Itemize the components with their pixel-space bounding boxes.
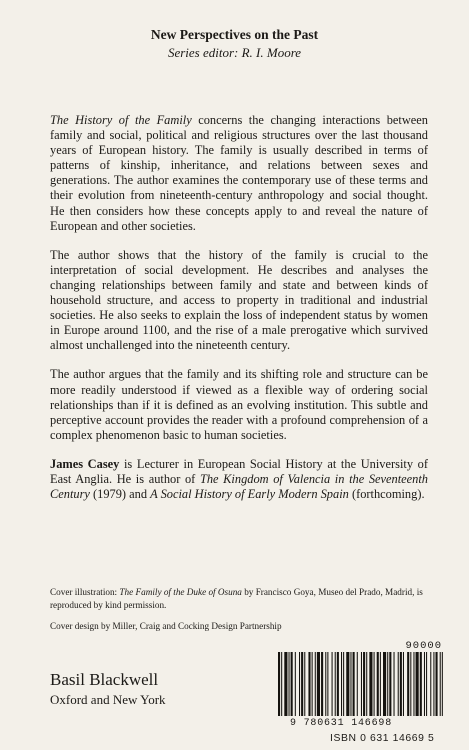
author-bio-text: is Lecturer in European Social History at the University of East Anglia. He is author of <box>50 456 428 486</box>
publisher <box>50 670 166 708</box>
author-bio-text: (forthcoming). <box>348 487 425 502</box>
barcode-bar <box>353 652 355 716</box>
barcode-bar <box>400 652 402 716</box>
barcode-bar <box>377 652 379 716</box>
barcode-bar <box>410 652 411 716</box>
barcode-bar <box>315 652 316 716</box>
barcode-bar <box>321 652 323 716</box>
barcode-bar <box>416 652 419 716</box>
barcode-bar <box>436 652 438 716</box>
credit-text: by Francisco Goya, Museo del Prado, Madrid, is reproduced by kind permission. <box>50 587 423 610</box>
credits <box>50 586 430 642</box>
barcode-bar <box>407 652 409 716</box>
series-editor: Series editor: R. I. Moore <box>167 45 302 60</box>
barcode-bar <box>424 652 425 716</box>
barcode-bar <box>389 652 391 716</box>
barcode-bar <box>346 652 349 716</box>
barcode-bar <box>278 652 280 716</box>
barcode-bar <box>335 652 336 716</box>
barcode <box>272 640 446 736</box>
barcode-bar <box>374 652 375 716</box>
barcode-bar <box>433 652 434 716</box>
barcode-bar <box>327 652 328 716</box>
blurb-paragraph-2: The author shows that the history of the family is crucial to the interpretation of social development. He describes and analyses the changing relationships between family and state and between kinds of household structure, and access to property in traditional and industrial societies. He also seeks to explain the loss of independent status by women in Europe around 1100, and the rise of a male prerogative which survived almost unchallenged into the nineteenth century. <box>50 247 428 353</box>
barcode-bars <box>272 652 446 718</box>
blurb-paragraph-1-text: concerns the changing interactions between family and social, political and religious structures over the last thousand years of European history. The family is usually described in terms of patterns of kinship, inheritance, and relations between sexes and generations. The author examines the contemporary use of these terms and their evolution from nineteenth-century anthropology and social thought. He then considers how these concepts apply to and reveal the nature of European and other societies. <box>50 113 428 233</box>
barcode-bar <box>317 652 320 716</box>
barcode-bar <box>442 652 443 716</box>
book-title: The History of the Family <box>50 113 192 127</box>
barcode-bar <box>383 652 386 716</box>
painting-title: The Family of the Duke of Osuna <box>119 587 242 597</box>
barcode-bar <box>369 652 372 716</box>
barcode-bar <box>440 652 441 716</box>
barcode-bar <box>361 652 362 716</box>
barcode-bar <box>380 652 381 716</box>
barcode-bar <box>430 652 431 716</box>
publisher-place: Oxford and New York <box>50 692 166 707</box>
barcode-bar <box>387 652 388 716</box>
barcode-digits: 9 780631 146698 <box>290 718 393 729</box>
series-title: New Perspectives on the Past <box>150 27 319 42</box>
barcode-bar <box>363 652 365 716</box>
publisher-name: Basil Blackwell <box>50 670 159 689</box>
barcode-bar <box>350 652 351 716</box>
barcode-bar <box>304 652 305 716</box>
author-name: James Casey <box>50 456 120 471</box>
barcode-bar <box>281 652 282 716</box>
blurb <box>50 113 428 516</box>
barcode-bar <box>426 652 427 716</box>
author-bio <box>50 457 428 502</box>
barcode-bar <box>420 652 422 716</box>
barcode-price-code: 90000 <box>405 640 442 652</box>
barcode-bar <box>343 652 344 716</box>
barcode-bar <box>366 652 367 716</box>
author-book-1: The Kingdom of Valencia in the Seventeenth Century <box>50 471 428 502</box>
barcode-bar <box>301 652 303 716</box>
barcode-bar <box>413 652 414 716</box>
barcode-bar <box>341 652 342 716</box>
barcode-bar <box>337 652 339 716</box>
author-bio-text: (1979) and <box>89 487 151 502</box>
barcode-bar <box>295 652 296 716</box>
barcode-bar <box>403 652 404 716</box>
barcode-bar <box>394 652 395 716</box>
cover-illustration-credit <box>50 586 430 611</box>
barcode-bar <box>357 652 358 716</box>
credit-label: Cover illustration: <box>50 587 120 597</box>
blurb-paragraph-3: The author argues that the family and its shifting role and structure can be more readily understood if viewed as a flexible way of ordering social relationships than if it is defined as an evolving institution. This subtle and perceptive account provides the reader with a profound comprehension of a complex phenomenon basic to human societies. <box>50 367 428 442</box>
barcode-bar <box>291 652 293 716</box>
isbn: ISBN 0 631 14669 5 <box>330 733 435 744</box>
author-book-2: A Social History of Early Modern Spain <box>150 487 349 502</box>
barcode-bar <box>332 652 333 716</box>
barcode-bar <box>398 652 399 716</box>
barcode-bar <box>289 652 290 716</box>
barcode-bar <box>308 652 310 716</box>
barcode-bar <box>284 652 287 716</box>
blurb-paragraph-1 <box>50 113 428 234</box>
cover-design-credit: Cover design by Miller, Craig and Cocking Design Partnership <box>50 621 282 632</box>
barcode-bar <box>312 652 313 716</box>
barcode-bar <box>299 652 300 716</box>
series-heading <box>0 26 469 61</box>
barcode-bar <box>325 652 326 716</box>
